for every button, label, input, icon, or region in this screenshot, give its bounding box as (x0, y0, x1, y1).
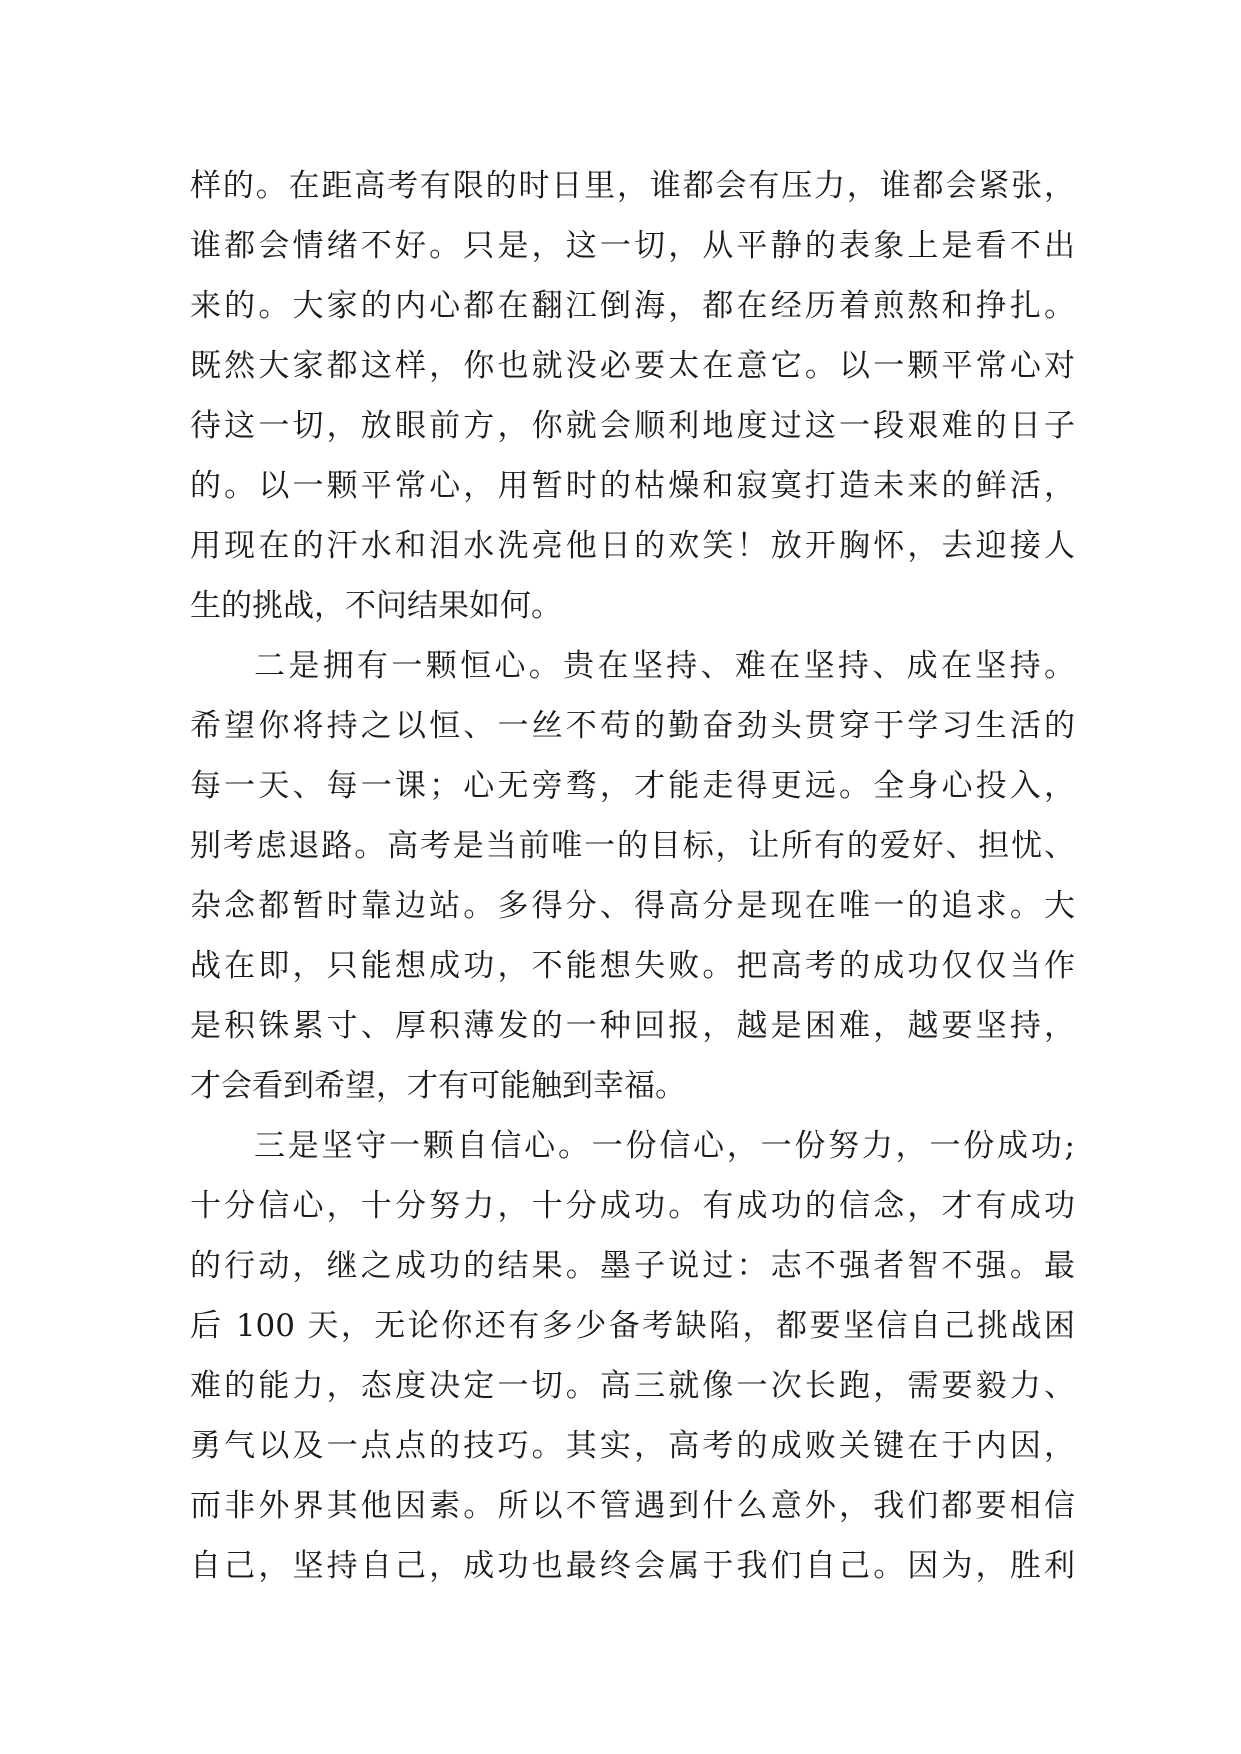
text-line: 待这一切，放眼前方，你就会顺利地度过这一段艰难的日子 (190, 408, 1075, 444)
text-line: 用现在的汗水和泪水洗亮他日的欢笑！放开胸怀，去迎接人 (190, 528, 1075, 564)
text-line: 谁都会情绪不好。只是，这一切，从平静的表象上是看不出 (190, 228, 1075, 264)
text-line: 生的挑战，不问结果如何。 (190, 588, 562, 624)
text-line: 才会看到希望，才有可能触到幸福。 (190, 1068, 686, 1104)
text-line: 杂念都暂时靠边站。多得分、得高分是现在唯一的追求。大 (190, 888, 1075, 924)
text-line: 来的。大家的内心都在翻江倒海，都在经历着煎熬和挣扎。 (190, 288, 1075, 324)
text-line: 勇气以及一点点的技巧。其实，高考的成败关键在于内因， (190, 1428, 1075, 1464)
text-line: 十分信心，十分努力，十分成功。有成功的信念，才有成功 (190, 1188, 1075, 1224)
text-line: 后 100 天，无论你还有多少备考缺陷，都要坚信自己挑战困 (190, 1308, 1075, 1344)
text-line: 希望你将持之以恒、一丝不苟的勤奋劲头贯穿于学习生活的 (190, 708, 1075, 744)
text-line: 而非外界其他因素。所以不管遇到什么意外，我们都要相信 (190, 1488, 1075, 1524)
text-line: 战在即，只能想成功，不能想失败。把高考的成功仅仅当作 (190, 948, 1075, 984)
text-line: 的行动，继之成功的结果。墨子说过：志不强者智不强。最 (190, 1248, 1075, 1284)
text-line: 是积铢累寸、厚积薄发的一种回报，越是困难，越要坚持， (190, 1008, 1075, 1044)
text-line: 别考虑退路。高考是当前唯一的目标，让所有的爱好、担忧、 (190, 828, 1075, 864)
text-line: 难的能力，态度决定一切。高三就像一次长跑，需要毅力、 (190, 1368, 1075, 1404)
text-line: 自己，坚持自己，成功也最终会属于我们自己。因为，胜利 (190, 1548, 1075, 1584)
paragraph-start-line: 三是坚守一颗自信心。一份信心，一份努力，一份成功; (254, 1128, 1075, 1164)
text-line: 的。以一颗平常心，用暂时的枯燥和寂寞打造未来的鲜活， (190, 468, 1075, 504)
body-text (190, 156, 1075, 1596)
text-line: 既然大家都这样，你也就没必要太在意它。以一颗平常心对 (190, 348, 1075, 384)
text-line: 样的。在距高考有限的时日里，谁都会有压力，谁都会紧张， (190, 168, 1075, 204)
text-line: 每一天、每一课；心无旁骛，才能走得更远。全身心投入， (190, 768, 1075, 804)
paragraph-start-line: 二是拥有一颗恒心。贵在坚持、难在坚持、成在坚持。 (254, 648, 1075, 684)
